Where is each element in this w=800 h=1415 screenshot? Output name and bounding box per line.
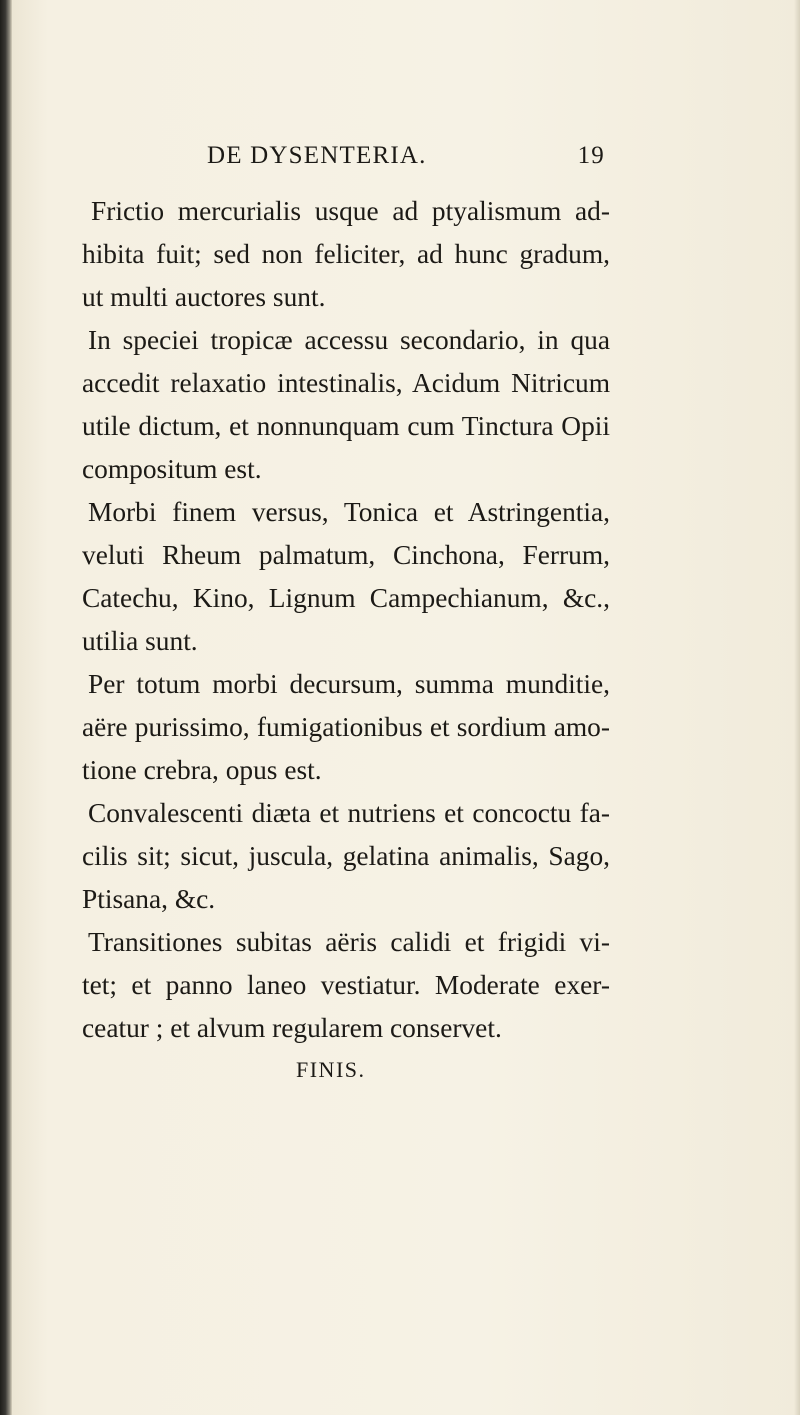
text-line: tet; et panno laneo vestiatur. Moderate exer- (82, 970, 610, 1000)
page-edge (794, 0, 800, 1415)
text-line: veluti Rheum palmatum, Cinchona, Ferrum, (82, 540, 610, 570)
text-line: cilis sit; sicut, juscula, gelatina animalis, Sago, (82, 841, 610, 871)
text-line: hibita fuit; sed non feliciter, ad hunc gradum, (82, 239, 610, 269)
running-head (60, 140, 605, 180)
text-line: Per totum morbi decursum, summa munditie, (88, 669, 610, 699)
text-line: utilia sunt. (82, 626, 198, 656)
text-line: In speciei tropicæ accessu secondario, in qua (88, 325, 610, 355)
text-line: Catechu, Kino, Lignum Campechianum, &c., (82, 583, 610, 613)
paragraph (82, 663, 610, 792)
text-line: compositum est. (82, 454, 262, 484)
text-line: aëre purissimo, fumigationibus et sordium amo- (82, 712, 610, 742)
text-line: Ptisana, &c. (82, 884, 216, 914)
running-head-title: DE DYSENTERIA. (207, 142, 427, 169)
text-line: Morbi finem versus, Tonica et Astringentia, (88, 497, 610, 527)
text-line: Convalescenti diæta et nutriens et concoctu fa- (88, 798, 610, 828)
text-line: Transitiones subitas aëris calidi et frigidi vi- (88, 927, 610, 957)
paragraph (82, 319, 610, 491)
book-spine-shadow (0, 0, 12, 1415)
paragraph (82, 190, 610, 319)
text-line: accedit relaxatio intestinalis, Acidum Nitricum (82, 368, 610, 398)
paragraph (82, 921, 610, 1050)
text-line: utile dictum, et nonnunquam cum Tinctura Opii (82, 411, 610, 441)
text-line: Frictio mercurialis usque ad ptyalismum ad- (91, 196, 610, 226)
finis-label: FINIS. (296, 1057, 366, 1082)
text-line: tione crebra, opus est. (82, 755, 322, 785)
body-text (82, 190, 610, 1050)
page-number: 19 (577, 142, 605, 169)
text-line: ut multi auctores sunt. (82, 282, 326, 312)
paragraph (82, 792, 610, 921)
text-line: ceatur ; et alvum regularem conservet. (82, 1013, 502, 1043)
paragraph (82, 491, 610, 663)
